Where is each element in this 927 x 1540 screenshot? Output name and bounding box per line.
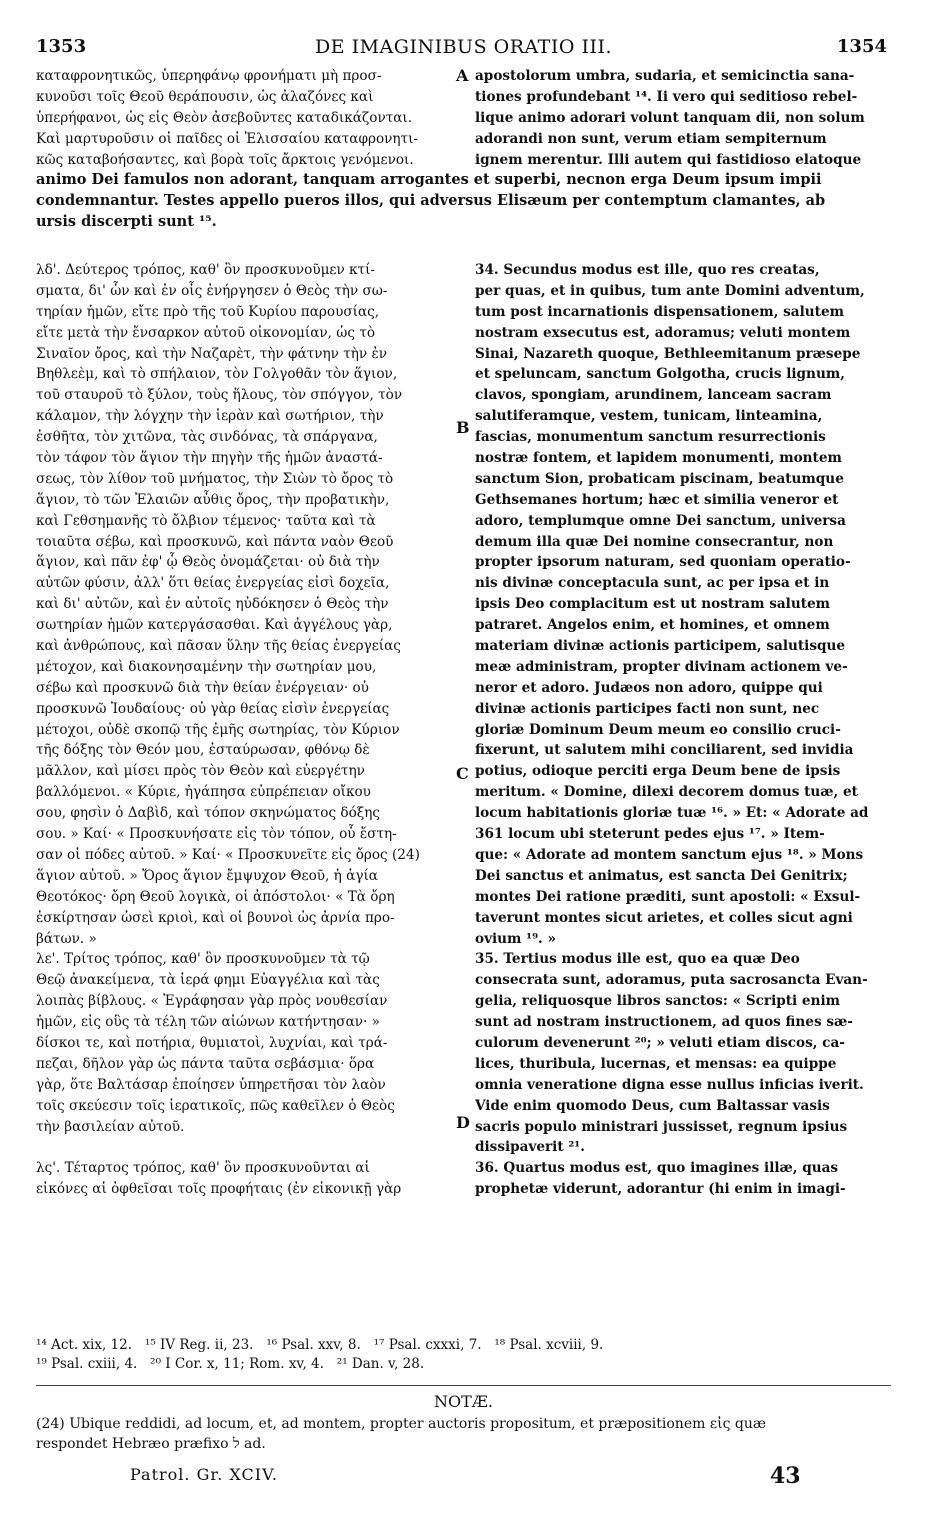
greek-text-line: καὶ ἀνθρώπους, καὶ πᾶσαν ὕλην τῆς θείας ἐνεργείας (36, 638, 401, 655)
latin-text-line: tiones profundebant ¹⁴. Ii vero qui seditioso rebel- (475, 88, 858, 105)
greek-text-line: καὶ Γεθσημανῆς τὸ ὄλβιον τέμενος· ταῦτα καὶ τὰ (36, 512, 376, 529)
greek-text-line: ἅγιον, τὸ τῶν Ἐλαιῶν αὖθις ὄρος, τὴν προβατικὴν, (36, 491, 390, 508)
greek-text-line: ἐσθῆτα, τὸν χιτῶνα, τὰς σινδόνας, τὰ σπάργανα, (36, 429, 378, 446)
greek-text-line: ἅγιον, καὶ πᾶν ἐφ' ᾧ Θεὸς ὀνομάζεται· οὐ διὰ τὴν (36, 554, 380, 571)
greek-text-line: μέτοχοι, οὐδὲ σκοπῷ τῆς ἐμῆς σωτηρίας, τὸν Κύριον (36, 721, 400, 738)
greek-text-line: μέτοχον, καὶ διακονησαμένην τὴν σωτηρίαν μου, (36, 658, 377, 675)
greek-text-line: σαν οἱ πόδες αὐτοῦ. » Καί· « Προσκυνεῖτε εἰς ὄρος (24) (36, 846, 420, 863)
latin-text-line: propter ipsorum naturam, sed quoniam operatio- (475, 554, 851, 571)
latin-main-column (475, 260, 895, 1200)
latin-text-line: locum habitationis gloriæ tuæ ¹⁶. » Et: « Adorate ad (475, 805, 869, 822)
margin-marker-b: B (456, 418, 470, 437)
latin-text-line: sacris populo ministrari jussisset, regnum ipsius (475, 1118, 848, 1135)
signature-number: 43 (770, 1463, 801, 1489)
series-signature: Patrol. Gr. XCIV. (130, 1465, 278, 1484)
latin-text-line: adorandi non sunt, verum etiam sempiternum (475, 130, 827, 147)
latin-text-line: 35. Tertius modus ille est, quo ea quæ Deo (475, 951, 800, 968)
greek-text-line: καὶ δι' αὐτῶν, καὶ ἐν αὐτοῖς ηὐδόκησεν ὁ Θεὸς τὴν (36, 596, 389, 613)
greek-text-line: σεως, τὸν λίθον τοῦ μνήματος, τὴν Σιὼν τὸ ὄρος τὸ (36, 470, 394, 487)
greek-text-line: σου, φησὶν ὁ Δαβὶδ, καὶ τόπον σκηνώματος δόξης (36, 805, 381, 822)
greek-top-column (36, 66, 456, 170)
greek-text-line: ἡμῶν, εἰς οὓς τὰ τέλη τῶν αἰώνων κατήντησαν· » (36, 1014, 380, 1031)
greek-text-line: δίσκοι τε, καὶ ποτήρια, θυμιατοὶ, λυχνίαι, καὶ τρά- (36, 1034, 388, 1051)
greek-text-line: τηρίαν ἡμῶν, εἴτε πρὸ τῆς τοῦ Κυρίου παρουσίας, (36, 303, 380, 320)
latin-text-line: prophetæ viderunt, adorantur (hi enim in imagi- (475, 1181, 846, 1198)
note-line: (24) Ubique reddidi, ad locum, et, ad montem, propter auctoris propositum, et præpositionem εἰς quæ (36, 1416, 767, 1432)
notae-text (36, 1414, 896, 1454)
greek-text-line: εἰκόνες αἱ ὀφθεῖσαι τοῖς προφήταις (ἐν εἰκονικῇ γὰρ (36, 1181, 402, 1198)
latin-text-line: demum illa quæ Dei nomine consecrantur, non (475, 533, 834, 550)
greek-text-line: προσκυνῶ Ἰουδαίους· οὐ γὰρ θείας εἰσὶν ἐνεργείας (36, 700, 390, 717)
latin-text-line: fixerunt, ut salutem mihi conciliarent, sed invidia (475, 742, 854, 759)
greek-text-line: τῆς δόξης τὸν Θεόν μου, ἐσταύρωσαν, φθόνῳ δὲ (36, 742, 370, 759)
margin-marker-c: C (456, 764, 469, 783)
footnotes (36, 1336, 603, 1374)
page-number-left: 1353 (36, 36, 87, 57)
latin-text-line: ignem merentur. Illi autem qui fastidioso elatoque (475, 151, 862, 168)
greek-text-line: τὴν βασιλείαν αὐτοῦ. (36, 1118, 185, 1135)
margin-marker-a: A (456, 66, 469, 85)
latin-text-line: meritum. « Domine, dilexi decorem domus tuæ, et (475, 784, 858, 801)
greek-text-line: κάλαμον, τὴν λόγχην τὴν ἱερὰν καὶ σωτήριον, τὴν (36, 408, 384, 425)
greek-text-line: αὐτῶν φύσιν, ἀλλ' ὅτι θείας ἐνεργείας εἰσὶ δοχεῖα, (36, 575, 390, 592)
greek-text-line: σου. » Καί· « Προσκυνήσατε εἰς τὸν τόπον, οὗ ἔστη- (36, 826, 397, 843)
greek-text-line: πεζαι, δῆλον γὰρ ὡς πάντα ταῦτα σεβάσμια· ὅρα (36, 1055, 375, 1072)
latin-text-line: ipsis Deo complacitum est ut nostram salutem (475, 596, 831, 613)
latin-text-line: montes Dei ratione præditi, sunt apostoli: « Exsul- (475, 888, 861, 905)
note-line: respondet Hebræo præfixo ל ad. (36, 1436, 266, 1452)
latin-text-line: 361 locum ubi steterunt pedes ejus ¹⁷. » Item- (475, 826, 825, 843)
latin-text-line: fascias, monumentum sanctum resurrectionis (475, 429, 826, 446)
latin-text-line: Vide enim quomodo Deus, cum Baltassar vasis (475, 1097, 830, 1114)
latin-text-line: materiam divinæ actionis participem, salutisque (475, 638, 846, 655)
greek-text-line: Βηθλεὲμ, καὶ τὸ σπήλαιον, τὸν Γολγοθᾶν τὸν ἅγιον, (36, 366, 398, 383)
latin-text-line: nostræ fontem, et lapidem monumenti, montem (475, 450, 842, 467)
latin-text-line: adoro, templumque omne Dei sanctum, universa (475, 512, 846, 529)
latin-text-line: Sinai, Nazareth quoque, Bethleemitanum præsepe (475, 345, 861, 362)
greek-text-line: κυνοῦσι τοῖς Θεοῦ θεράπουσιν, ὡς ἀλαζόνες καὶ (36, 88, 374, 105)
greek-text-line: τὸν τάφον τὸν ἅγιον τὴν πηγὴν τῆς ἡμῶν ἀναστά- (36, 450, 383, 467)
latin-text-line: Dei sanctus et animatus, est sancta Dei Genitrix; (475, 867, 848, 884)
latin-text-line: apostolorum umbra, sudaria, et semicinctia sana- (475, 68, 855, 84)
greek-text-line: Θεοτόκος· ὄρη Θεοῦ λογικὰ, οἱ ἀπόστολοι· « Τὰ ὄρη (36, 888, 395, 905)
latin-text-line: consecrata sunt, adoramus, puta sacrosancta Evan- (475, 972, 868, 989)
greek-text-line: σματα, δι' ὧν καὶ ἐν οἷς ἐνήργησεν ὁ Θεὸς τὴν σω- (36, 282, 388, 299)
latin-text-line: meæ administram, propter divinam actionem ve- (475, 658, 848, 675)
latin-text-line: nis divinæ conceptacula sunt, ac per ipsa et in (475, 575, 830, 592)
greek-text-line: ὑπερήφανοι, ὡς εἰς Θεὸν ἀσεβοῦντες καταδικάζονται. (36, 109, 413, 126)
greek-text-line: μᾶλλον, καὶ μίσει πρὸς τὸν Θεὸν καὶ εὐεργέτην (36, 763, 365, 780)
latin-text-line: patraret. Angelos enim, et homines, et omnem (475, 617, 830, 634)
footnote-line: ¹⁴ Act. xix, 12. ¹⁵ IV Reg. ii, 23. ¹⁶ Psal. xxv, 8. ¹⁷ Psal. cxxxi, 7. ¹⁸ Psal. xcviii, 9. (36, 1337, 604, 1353)
latin-text-line: 34. Secundus modus est ille, quo res creatas, (475, 262, 820, 278)
latin-text-line: 36. Quartus modus est, quo imagines illæ, quas (475, 1160, 839, 1177)
greek-text-line: σωτηρίαν ἡμῶν κατεργάσασθαι. Καὶ ἀγγέλους γὰρ, (36, 617, 393, 634)
notae-title: NOTÆ. (434, 1392, 493, 1411)
footnote-divider (36, 1385, 891, 1386)
greek-text-line: βάτων. » (36, 930, 97, 947)
greek-text-line: τοιαῦτα σέβω, καὶ προσκυνῶ, καὶ πάντα ναὸν Θεοῦ (36, 533, 394, 550)
latin-text-line: et speluncam, sanctum Golgotha, crucis lignum, (475, 366, 845, 383)
greek-text-line: βαλλόμενοι. « Κύριε, ἠγάπησα εὐπρέπειαν οἴκου (36, 784, 371, 801)
latin-text-line: salutiferamque, vestem, tunicam, linteamina, (475, 408, 823, 425)
greek-text-line: ἅγιον αὐτοῦ. » Ὄρος ἅγιον ἔμψυχον Θεοῦ, ἡ ἁγία (36, 867, 378, 884)
greek-text-line: κῶς καταβοήσαντες, καὶ βορὰ τοῖς ἄρκτοις γενόμενοι. (36, 151, 414, 168)
latin-text-line: neror et adoro. Judæos non adoro, quippe qui (475, 679, 823, 696)
latin-text-line: dissipaverit ²¹. (475, 1139, 585, 1156)
latin-text-line: omnia veneratione digna esse nullus inficias iverit. (475, 1076, 864, 1093)
latin-text-line: culorum devenerunt ²⁰; » veluti etiam discos, ca- (475, 1034, 845, 1051)
latin-text-line: animo Dei famulos non adorant, tanquam arrogantes et superbi, necnon erga Deum ipsum impii (36, 171, 822, 188)
greek-text-line: καταφρονητικῶς, ὑπερηφάνῳ φρονήματι μὴ προσ- (36, 68, 382, 84)
footnote-line: ¹⁹ Psal. cxiii, 4. ²⁰ I Cor. x, 11; Rom. xv, 4. ²¹ Dan. v, 28. (36, 1356, 425, 1372)
greek-text-line: γὰρ, ὅτε Βαλτάσαρ ἐποίησεν ὑπηρετῆσαι τὸν λαὸν (36, 1076, 386, 1093)
running-title: DE IMAGINIBUS ORATIO III. (314, 36, 613, 58)
greek-text-line: Καὶ μαρτυροῦσιν οἱ παῖδες οἱ Ἐλισσαίου καταφρονητι- (36, 130, 418, 147)
latin-text-line: sunt ad nostram instructionem, ad quos fines sæ- (475, 1014, 853, 1031)
latin-text-line: Gethsemanes hortum; hæc et similia veneror et (475, 491, 839, 508)
greek-text-line: τοῖς σκεύεσιν τοῖς ἱερατικοῖς, πῶς καθεῖλεν ὁ Θεὸς (36, 1097, 395, 1114)
latin-text-line: clavos, spongiam, arundinem, lanceam sacram (475, 387, 832, 404)
greek-text-line: ἐσκίρτησαν ὡσεὶ κριοὶ, καὶ οἱ βουνοὶ ὡς ἀρνία προ- (36, 909, 395, 926)
greek-main-column (36, 260, 456, 1200)
margin-marker-d: D (456, 1113, 470, 1132)
latin-text-line: gelia, reliquosque libros sanctos: « Scripti enim (475, 993, 841, 1010)
latin-text-line: potius, odioque perciti erga Deum bene de ipsis (475, 763, 841, 780)
greek-text-line: λδ'. Δεύτερος τρόπος, καθ' ὃν προσκυνοῦμεν κτί- (36, 262, 375, 278)
latin-text-line: condemnantur. Testes appello pueros illos, qui adversus Elisæum per contemptum clamantes, ab (36, 191, 826, 209)
latin-top-column (475, 66, 895, 170)
greek-text-line: Σιναῖον ὄρος, καὶ τὴν Ναζαρὲτ, τὴν φάτνην τὴν ἐν (36, 345, 388, 362)
latin-text-line: tum post incarnationis dispensationem, salutem (475, 303, 844, 320)
greek-text-line: λς'. Τέταρτος τρόπος, καθ' ὃν προσκυνοῦνται αἱ (36, 1160, 370, 1177)
latin-text-line: ursis discerpti sunt ¹⁵. (36, 212, 217, 230)
greek-text-line: λε'. Τρίτος τρόπος, καθ' ὃν προσκυνοῦμεν τὰ τῷ (36, 951, 370, 968)
greek-text-line (36, 1137, 456, 1158)
latin-text-line: ovium ¹⁹. » (475, 930, 556, 947)
greek-text-line: εἴτε μετὰ τὴν ἔνσαρκον αὐτοῦ οἰκονομίαν, ὡς τὸ (36, 324, 376, 341)
latin-text-line: lices, thuribula, lucernas, et mensas: ea quippe (475, 1055, 837, 1072)
greek-text-line: Θεῷ ἀνακείμενα, τὰ ἱερά φημι Εὐαγγέλια καὶ τὰς (36, 972, 380, 989)
latin-text-line: divinæ actionis participes facti non sunt, nec (475, 700, 820, 717)
latin-text-line: lique animo adorari volunt tanquam dii, non solum (475, 109, 865, 126)
page-number-right: 1354 (836, 36, 887, 57)
latin-text-line: que: « Adorate ad montem sanctum ejus ¹⁸. » Mons (475, 846, 864, 863)
latin-text-line: taverunt montes sicut arietes, et colles sicut agni (475, 909, 853, 926)
latin-text-line: per quas, et in quibus, tum ante Domini adventum, (475, 282, 865, 299)
greek-text-line: σέβω καὶ προσκυνῶ διὰ τὴν θείαν ἐνέργειαν· οὐ (36, 679, 369, 696)
latin-text-line: nostram exsecutus est, adoramus; veluti montem (475, 324, 851, 341)
greek-text-line: λοιπὰς βίβλους. « Ἐγράφησαν γὰρ πρὸς νουθεσίαν (36, 993, 388, 1010)
latin-text-line: sanctum Sion, probaticam piscinam, beatumque (475, 470, 844, 487)
greek-text-line: τοῦ σταυροῦ τὸ ξύλον, τοὺς ἥλους, τὸν σπόγγον, τὸν (36, 387, 403, 404)
latin-text-line: gloriæ Dominum Deum meum eo consilio cruci- (475, 721, 841, 738)
latin-full-width-block (36, 170, 896, 233)
